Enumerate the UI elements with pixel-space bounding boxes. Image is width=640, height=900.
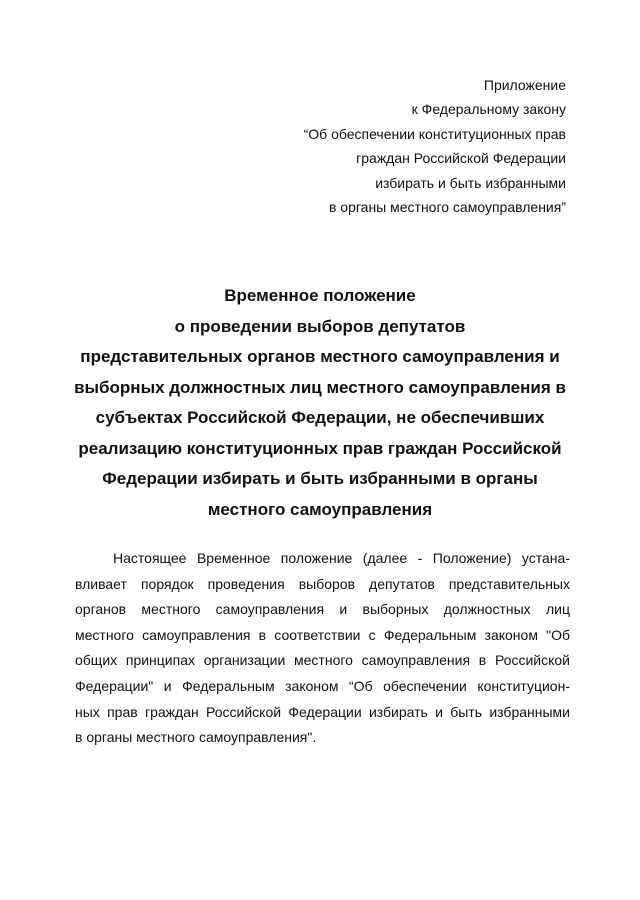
- paragraph-line: местного самоуправления в соответствии с Федеральным законом "Об: [75, 626, 570, 643]
- appendix-line: граждан Российской Федерации: [356, 150, 566, 167]
- paragraph-line: общих принципах организации местного самоуправления в Российской: [75, 652, 570, 669]
- paragraph-line: вливает порядок проведения выборов депутатов представительных: [75, 575, 570, 592]
- appendix-line: к Федеральному закону: [411, 101, 566, 118]
- paragraph-line: ных прав граждан Российской Федерации избирать и быть избранными: [75, 703, 570, 720]
- paragraph-line: органов местного самоуправления и выборных должностных лиц: [75, 601, 570, 618]
- title-line: Временное положение: [224, 286, 416, 305]
- paragraph-line: в органы местного самоуправления".: [75, 729, 317, 746]
- title-line: субъектах Российской Федерации, не обеспечивших: [95, 408, 545, 427]
- paragraph-line: Настоящее Временное положение (далее - Положение) устана-: [113, 550, 570, 566]
- body-paragraph: [75, 546, 570, 751]
- appendix-line: в органы местного самоуправления”: [328, 199, 566, 216]
- document-title: [40, 281, 600, 525]
- paragraph-line: Федерации" и Федеральным законом “Об обеспечении конституцион-: [75, 677, 570, 694]
- title-line: реализацию конституционных прав граждан Российской: [78, 438, 562, 458]
- appendix-line: избирать и быть избранными: [375, 174, 566, 191]
- appendix-line: Приложение: [483, 77, 566, 93]
- title-line: Федерации избирать и быть избранными в органы: [102, 469, 538, 488]
- appendix-line: “Об обеспечении конституционных прав: [303, 125, 566, 142]
- title-line: представительных органов местного самоуправления и: [80, 347, 560, 366]
- title-line: местного самоуправления: [207, 499, 433, 519]
- title-line: выборных должностных лиц местного самоуправления в: [74, 377, 566, 397]
- title-line: о проведении выборов депутатов: [174, 316, 466, 336]
- appendix-header: [146, 73, 566, 219]
